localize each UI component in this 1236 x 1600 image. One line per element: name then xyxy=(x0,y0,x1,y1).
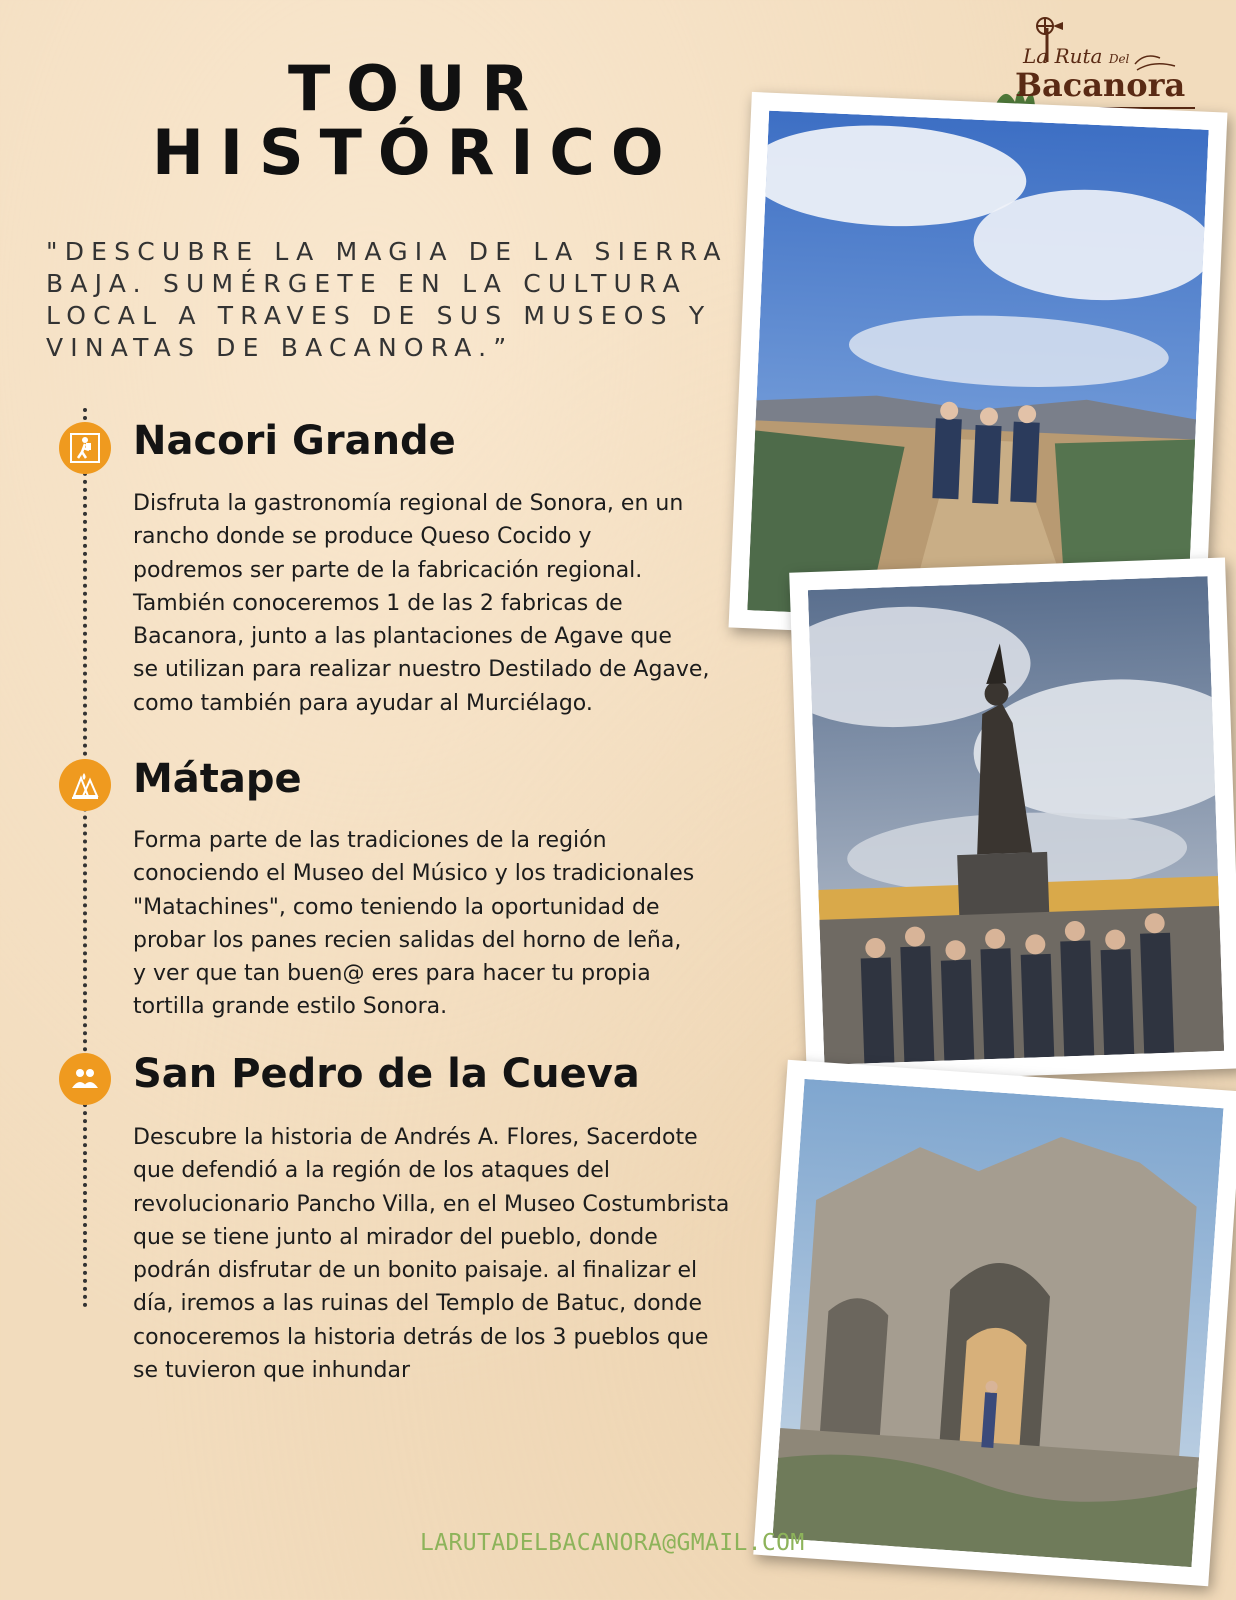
contact-email[interactable]: LARUTADELBACANORA@GMAIL.COM xyxy=(420,1530,805,1556)
stop-description-matape: Forma parte de las tradiciones de la región conociendo el Museo del Músico y los tradicionales "Matachines", como teniendo la oportunidad de probar los panes recien salidas del horno de leña, y ver que tan buen@ eres para hacer tu propia tortilla grande estilo Sonora. xyxy=(133,828,695,1020)
stop-title-matape: Mátape xyxy=(133,756,302,802)
group-icon xyxy=(59,1053,111,1105)
stop-title-nacori-grande: Nacori Grande xyxy=(133,418,456,464)
brand-logo xyxy=(985,14,1205,114)
photo-statue-group xyxy=(789,558,1236,1084)
logo-text-bottom: Bacanora xyxy=(1015,66,1186,104)
campfire-icon xyxy=(59,759,111,811)
hiker-icon xyxy=(59,422,111,474)
intro-quote: "DESCUBRE LA MAGIA DE LA SIERRA BAJA. SUMÉRGETE EN LA CULTURA LOCAL A TRAVES DE SUS MUSEOS Y VINATAS DE BACANORA.” xyxy=(46,237,728,362)
timeline-dotted-line xyxy=(83,408,87,1308)
photo-temple-ruins xyxy=(753,1060,1236,1587)
stop-title-san-pedro: San Pedro de la Cueva xyxy=(133,1051,640,1097)
stop-description-nacori-grande: Disfruta la gastronomía regional de Sonora, en un rancho donde se produce Queso Cocido y podremos ser parte de la fabricación regional. También conoceremos 1 de las 2 fabricas de Bacanora, junto a las plantaciones de Agave que se utilizan para realizar nuestro Destilado de Agave, como también para ayudar al Murciélago. xyxy=(133,491,710,716)
title-line-2: HISTÓRICO xyxy=(152,116,680,189)
logo-text-top: La Ruta Del xyxy=(1023,44,1130,68)
title-line-1: TOUR xyxy=(288,52,546,125)
stop-description-san-pedro: Descubre la historia de Andrés A. Flores, Sacerdote que defendió a la región de los ataques del revolucionario Pancho Villa, en el Museo Costumbrista que se tiene junto al mirador del pueblo, donde podrán disfrutar de un bonito paisaje. al finalizar el día, iremos a las ruinas del Templo de Batuc, donde conoceremos la historia detrás de los 3 pueblos que se tuvieron que inhundar xyxy=(133,1125,730,1384)
